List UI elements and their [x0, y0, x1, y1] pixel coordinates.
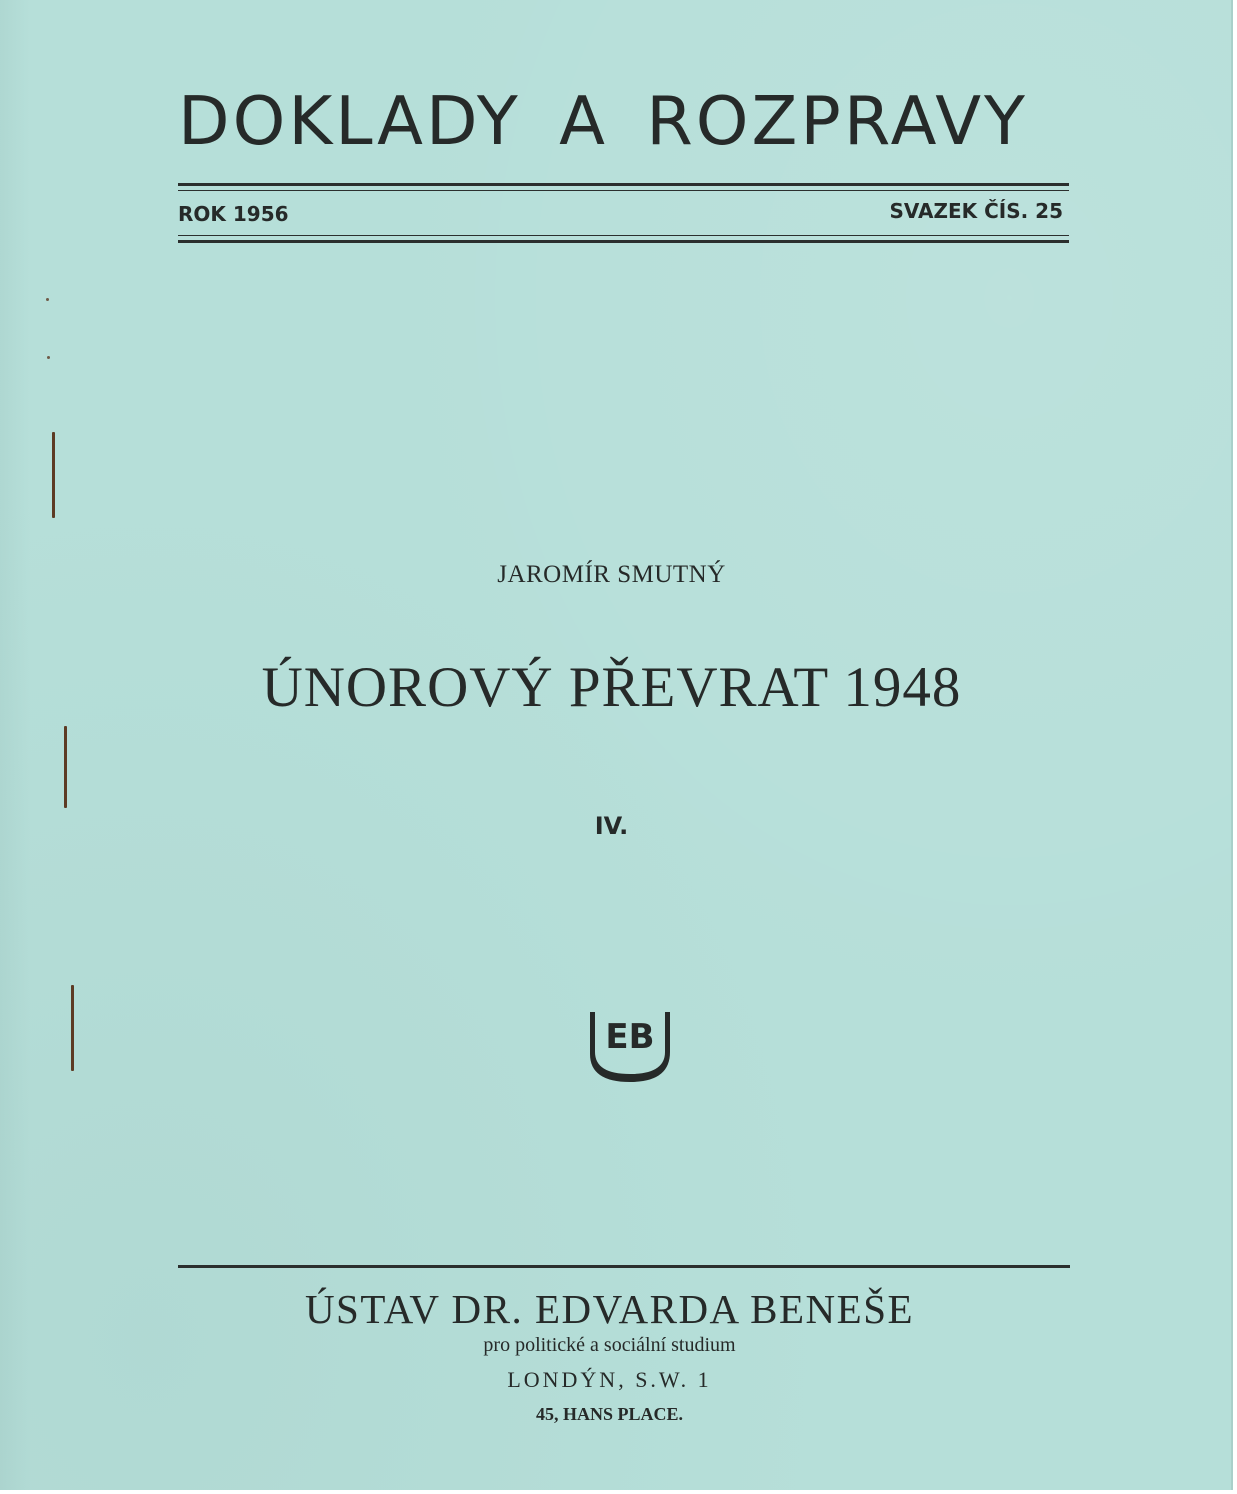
publisher-logo	[584, 1010, 676, 1084]
year-label: ROK 1956	[178, 202, 289, 226]
binding-hole	[46, 298, 49, 301]
volume-label: SVAZEK ČÍS. 25	[889, 199, 1063, 223]
binding-hole	[47, 356, 50, 359]
publisher-subtitle: pro politické a sociální studium	[483, 1334, 736, 1356]
header-rule-thin	[178, 235, 1069, 236]
staple	[64, 726, 67, 808]
book-title: ÚNOROVÝ PŘEVRAT 1948	[261, 656, 962, 719]
top-rule-thin	[178, 190, 1069, 191]
staple	[71, 985, 74, 1071]
part-number: IV.	[594, 812, 629, 840]
staple	[52, 432, 55, 518]
header-rule	[178, 240, 1069, 243]
author-name: JAROMÍR SMUTNÝ	[497, 561, 726, 588]
publisher-name: ÚSTAV DR. EDVARDA BENEŠE	[304, 1286, 915, 1332]
publisher-address: 45, HANS PLACE.	[535, 1404, 683, 1424]
footer-rule	[178, 1265, 1070, 1268]
top-rule	[178, 183, 1069, 186]
svg-text:EB: EB	[605, 1017, 655, 1057]
series-title: DOKLADY A ROZPRAVY	[178, 82, 1028, 160]
publisher-city: LONDÝN, S.W. 1	[507, 1367, 712, 1392]
